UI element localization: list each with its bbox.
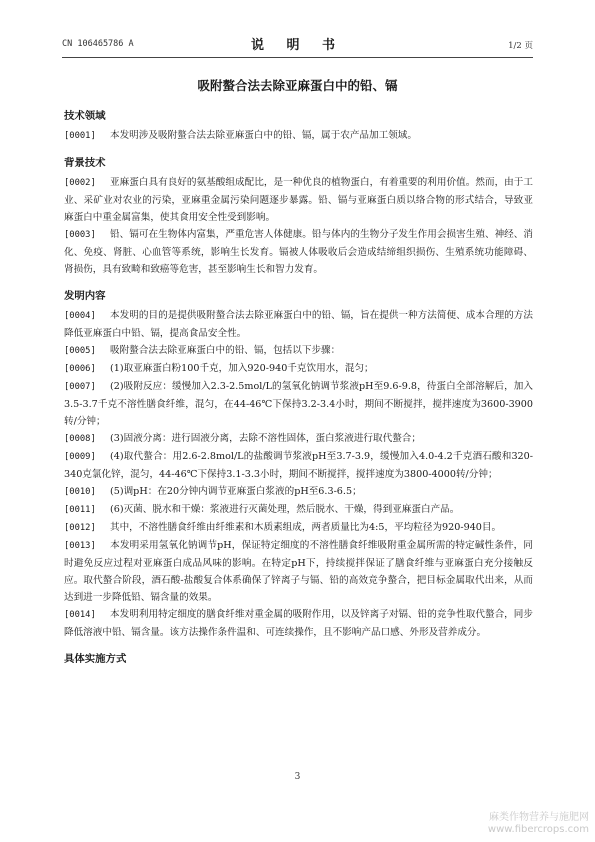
paragraph-text: (6)灭菌、脱水和干燥：浆液进行灭菌处理，然后脱水、干燥，得到亚麻蛋白产品。 [110,504,460,515]
watermark-url: www.fibercrops.com [487,824,589,835]
paragraph [64,448,533,483]
paragraph [64,606,533,641]
paragraph [64,519,533,537]
paragraph-number: [0014] [64,610,96,620]
paragraph-number: [0013] [64,541,96,551]
paragraph-text: (1)取亚麻蛋白粉100千克，加入920-940千克饮用水，混匀； [110,363,374,374]
paragraph-text: 本发明的目的是提供吸附螯合法去除亚麻蛋白中的铅、镉，旨在提供一种方法简便、成本合理的方法降低亚麻蛋白中铅、镉，提高食品安全性。 [64,310,533,339]
section-heading: 背景技术 [64,157,106,169]
paragraph [64,226,533,278]
paragraph [64,483,533,501]
document-body [64,108,533,670]
paragraph [64,127,533,145]
paragraph [64,342,533,360]
section-heading: 具体实施方式 [64,653,127,665]
paragraph-text: 本发明采用氢氧化钠调节pH，保证特定细度的不溶性膳食纤维吸附重金属所需的特定碱性条件，同时避免反应过程对亚麻蛋白成品风味的影响。在特定pH下，持续搅拌保证了膳食纤维与亚麻蛋白充分接触反应。取代螯合阶段，酒石酸-盐酸复合体系确保了锌离子与镉、铅的高效竞争螯合，把目标金属取代出来，从而达到进一步降低铅、镉含量的效果。 [64,540,533,603]
paragraph-number: [0012] [64,523,96,533]
paragraph [64,537,533,606]
paragraph-text: (5)调pH：在20分钟内调节亚麻蛋白浆液的pH至6.3-6.5； [110,486,362,497]
header-divider [62,57,533,58]
paragraph-text: (4)取代螯合：用2.6-2.8mol/L的盐酸调节浆液pH至3.7-3.9，缓慢加入4.0-4.2千克酒石酸和320-340克氯化锌，混匀，44-46℃下保持3.1-3.3小时，期间不断搅拌，搅拌速度为3800-4000转/分钟； [64,451,533,480]
watermark-site-name: 麻类作物营养与施肥网 [489,812,589,823]
paragraph-text: 本发明利用特定细度的膳食纤维对重金属的吸附作用，以及锌离子对镉、铅的竞争性取代螯合，同步降低溶液中铅、镉含量。该方法操作条件温和、可连续操作，且不影响产品口感、外形及营养成分。 [64,609,533,638]
paragraph-number: [0003] [64,230,96,240]
paragraph [64,174,533,226]
paragraph-number: [0002] [64,178,96,188]
paragraph [64,430,533,448]
paragraph-text: 本发明涉及吸附螯合法去除亚麻蛋白中的铅、镉，属于农产品加工领域。 [110,130,417,141]
paragraph-number: [0004] [64,311,96,321]
paragraph-text: 铅、镉可在生物体内富集，严重危害人体健康。铅与体内的生物分子发生作用会损害生殖、神经、消化、免疫、肾脏、心血管等系统，影响生长发育。镉被人体吸收后会造成结缔组织损伤、生殖系统功能障碍、肾损伤，具有致畸和致癌等危害，甚至影响生长和智力发育。 [64,229,533,275]
paragraph-text: (3)固液分离：进行固液分离，去除不溶性固体，蛋白浆液进行取代螯合； [110,433,421,444]
paragraph-text: 吸附螯合法去除亚麻蛋白中的铅、镉，包括以下步骤： [110,345,341,356]
section-heading: 发明内容 [64,290,106,302]
paragraph-text: (2)吸附反应：缓慢加入2.3-2.5mol/L的氢氧化钠调节浆液pH至9.6-9.8，待蛋白全部溶解后，加入3.5-3.7千克不溶性膳食纤维，混匀，在44-46℃下保持3.2-3.4小时，期间不断搅拌，搅拌速度为3600-3900转/分钟； [64,381,533,427]
page-count: 1/2 页 [508,41,533,51]
paragraph-number: [0007] [64,382,96,392]
paragraph-number: [0001] [64,131,96,141]
paragraph-number: [0005] [64,346,96,356]
paragraph-text: 其中，不溶性膳食纤维由纤维素和木质素组成，两者质量比为4:5，平均粒径为920-940目。 [110,522,502,533]
paragraph [64,307,533,342]
paragraph [64,501,533,519]
paragraph-text: 亚麻蛋白具有良好的氨基酸组成配比，是一种优良的植物蛋白，有着重要的利用价值。然而，由于工业、采矿业对农业的污染，亚麻重金属污染问题逐步暴露。铅、镉与亚麻蛋白质以络合物的形式结合，导致亚麻蛋白中重金属富集，使其食用安全性受到影响。 [64,177,533,223]
section-heading: 技术领域 [64,110,106,122]
paragraph-number: [0008] [64,434,96,444]
paragraph [64,378,533,430]
paragraph-number: [0006] [64,364,96,374]
document-title: 吸附螯合法去除亚麻蛋白中的铅、镉 [197,78,398,93]
document-type: 说 明 书 [250,38,345,53]
paragraph-number: [0010] [64,487,96,497]
paragraph-number: [0011] [64,505,96,515]
publication-number: CN 106465786 A [62,39,134,49]
page-header [62,34,533,56]
paragraph-number: [0009] [64,452,96,462]
paragraph [64,360,533,378]
site-watermark [488,812,589,836]
page-number: 3 [294,772,301,782]
